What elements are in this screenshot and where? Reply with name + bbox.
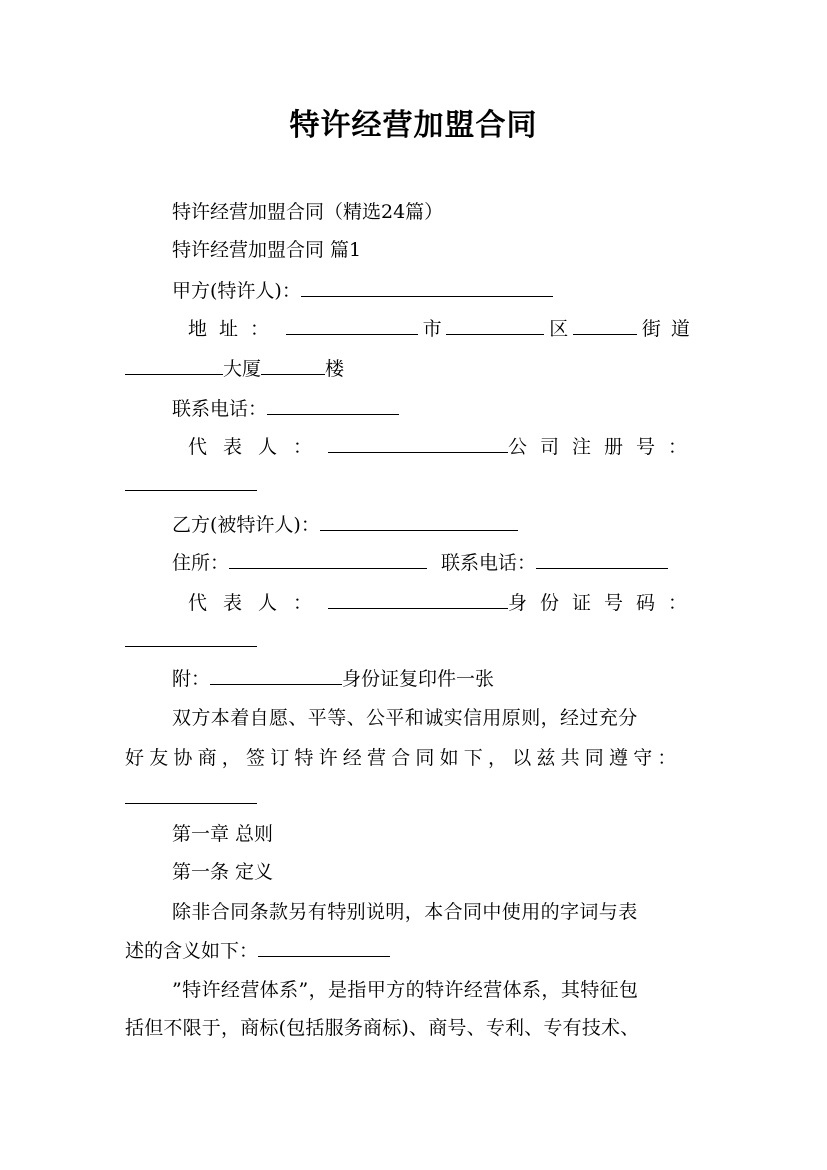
definition-blank (258, 938, 390, 957)
representative-line (188, 434, 700, 459)
address-label: 地址： (188, 318, 282, 340)
chapter-heading: 第一章 总则 (172, 823, 274, 845)
residence-line (172, 550, 668, 575)
party-a-label: 甲方(特许人)： (172, 280, 301, 302)
franchise-system-line-2: 括但不限于，商标(包括服务商标)、商号、专利、专有技术、 (125, 1017, 640, 1039)
address-building-label: 大厦 (223, 358, 262, 380)
document-title: 特许经营加盟合同 (289, 108, 538, 143)
address-city-blank (286, 316, 418, 335)
address-building-blank (125, 356, 223, 375)
address-floor-blank (261, 356, 325, 375)
registration-blank (125, 490, 257, 491)
attachment-text: 身份证复印件一张 (342, 668, 495, 690)
definition-line-2 (125, 938, 390, 963)
attachment-line (172, 666, 494, 691)
phone-blank (267, 396, 399, 415)
party-a-line (172, 278, 553, 303)
representative-blank (328, 434, 508, 453)
address-district-label: 区 (549, 318, 569, 340)
residence-blank (229, 550, 427, 569)
preamble-blank (125, 803, 257, 804)
preamble-line-2: 好友协商，签订特许经营合同如下，以兹共同遵守： (125, 747, 682, 769)
id-number-blank (125, 646, 257, 647)
address-line-2 (125, 356, 344, 381)
residence-label: 住所： (172, 552, 230, 574)
franchise-system-line-1: ”特许经营体系”，是指甲方的特许经营体系，其特征包 (172, 979, 639, 1001)
party-b-blank (320, 512, 518, 531)
phone-line (172, 396, 399, 421)
attachment-label: 附： (172, 668, 211, 690)
subtitle: 特许经营加盟合同（精选24篇） (172, 201, 444, 223)
phone-label: 联系电话： (172, 398, 268, 420)
residence-phone-blank (536, 550, 668, 569)
representative-b-blank (328, 590, 508, 609)
residence-phone-label: 联系电话： (441, 552, 537, 574)
address-street-blank (573, 316, 637, 335)
representative-label: 代表人： (188, 436, 329, 458)
part-heading: 特许经营加盟合同 篇1 (172, 239, 362, 261)
definition-line-2-text: 述的含义如下： (125, 940, 259, 962)
address-line (188, 316, 700, 341)
id-number-label: 身份证号码： (507, 592, 700, 614)
address-street-label: 街道 (641, 318, 700, 340)
article-heading: 第一条 定义 (172, 861, 274, 883)
party-b-label: 乙方(被特许人)： (172, 514, 320, 536)
preamble-line-1: 双方本着自愿、平等、公平和诚实信用原则，经过充分 (172, 707, 638, 729)
definition-line-1: 除非合同条款另有特别说明，本合同中使用的字词与表 (172, 901, 638, 923)
address-city-label: 市 (422, 318, 442, 340)
address-floor-label: 楼 (325, 358, 345, 380)
representative-b-label: 代表人： (188, 592, 329, 614)
address-district-blank (446, 316, 544, 335)
party-b-line (172, 512, 518, 537)
attachment-blank (210, 666, 342, 685)
registration-label: 公司注册号： (507, 436, 700, 458)
party-a-blank (301, 278, 553, 297)
representative-b-line (188, 590, 700, 615)
